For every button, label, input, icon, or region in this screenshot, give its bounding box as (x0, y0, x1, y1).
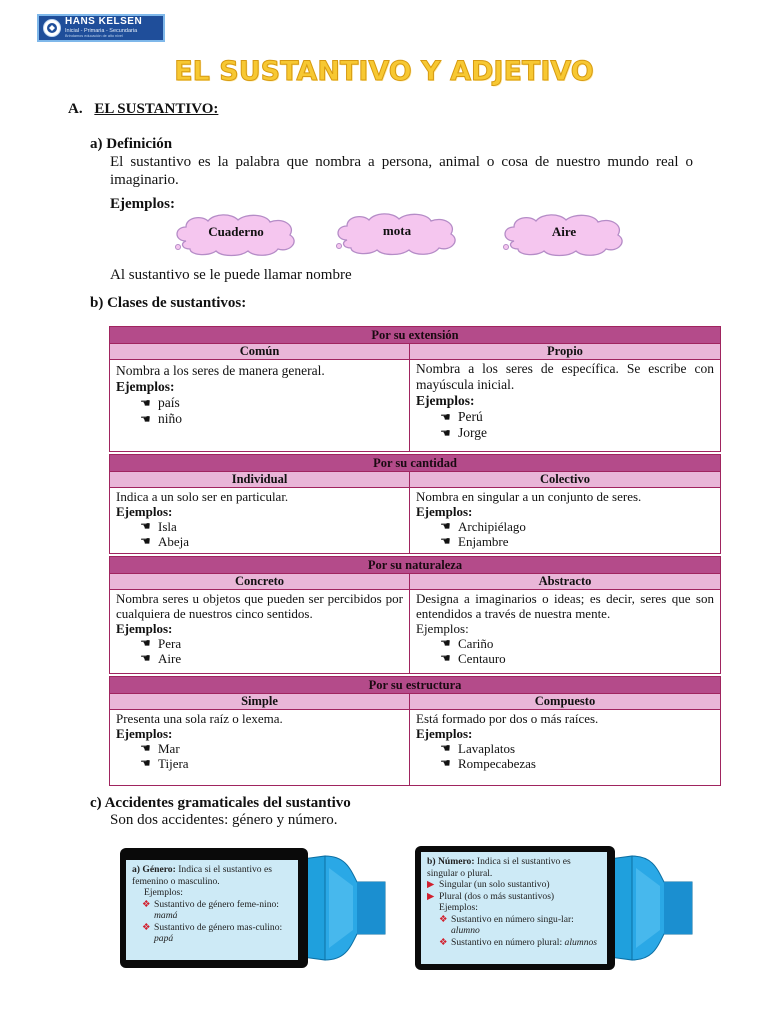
class-description: Nombra a los seres de específica. Se escribe con mayúscula inicial. (416, 361, 714, 392)
class-examples-label: Ejemplos: (416, 621, 469, 636)
numero-text: Indica si el sustantivo es singular o plural. (427, 856, 571, 879)
class-cell (410, 590, 721, 674)
genero-text: Indica si el sustantivo es femenino o (132, 864, 272, 887)
accidents-text: Son dos accidentes: género y número. (110, 812, 338, 828)
list-item (427, 879, 601, 891)
list-item (436, 519, 714, 534)
numero-lead: b) (427, 856, 436, 867)
pointing-hand-icon: ☚ (140, 636, 151, 650)
example-word: Tijera (158, 756, 189, 771)
example-word: Aire (158, 651, 182, 666)
numero-singular: Singular (un solo sustantivo) (439, 879, 550, 890)
section-a-letter: A. (68, 101, 83, 117)
numero-examples-label: Ejemplos: (439, 902, 478, 913)
list-item (436, 756, 714, 771)
examples-label: Ejemplos: (110, 196, 175, 212)
list-item (136, 534, 403, 549)
list-item (427, 891, 601, 903)
genero-masc: masculino (177, 875, 218, 887)
pointing-hand-icon: ☚ (140, 534, 151, 548)
example-word: Mar (158, 741, 180, 756)
class-name: Simple (110, 694, 410, 710)
class-examples-label: Ejemplos: (416, 726, 473, 741)
numero-title: Número: (437, 856, 475, 867)
pointing-hand-icon: ☚ (440, 534, 451, 548)
class-description: Nombra a los seres de manera general. (116, 363, 325, 378)
numero-item-2: Sustantivo en número plural: (451, 936, 565, 948)
class-description: Presenta una sola raíz o lexema. (116, 711, 283, 726)
pointing-hand-icon: ☚ (440, 756, 451, 770)
school-logo (37, 14, 165, 42)
logo-levels: Inicial - Primaria - Secundaria (65, 27, 138, 34)
list-item (436, 409, 714, 425)
class-examples-label: Ejemplos: (116, 379, 175, 394)
genero-end: . (217, 875, 220, 887)
example-word: Isla (158, 519, 177, 534)
list-item (436, 651, 714, 666)
list-item (136, 756, 403, 771)
list-item (427, 914, 601, 937)
genero-item-1-example: mamá (154, 910, 178, 921)
list-item (436, 534, 714, 549)
class-examples-label: Ejemplos: (116, 621, 173, 636)
accidents-heading: c) Accidentes gramaticales del sustantivo (90, 795, 351, 811)
list-item (136, 395, 403, 411)
pointing-hand-icon: ☚ (140, 412, 151, 426)
genero-item-2-example: papá (154, 933, 174, 944)
table-section-title: Por su extensión (110, 327, 721, 344)
example-word: niño (158, 411, 183, 426)
logo-tagline: Brindamos educación de alto nivel (65, 34, 123, 39)
class-description: Está formado por dos o más raíces. (416, 711, 599, 726)
class-examples-label: Ejemplos: (116, 504, 173, 519)
genero-marker-graphic (100, 838, 390, 978)
example-word-2: mota (382, 223, 412, 238)
definition-heading: a) Definición (90, 136, 173, 152)
class-cell (410, 360, 721, 452)
list-item (436, 425, 714, 441)
class-examples-label: Ejemplos: (116, 726, 173, 741)
list-item (132, 899, 292, 922)
genero-item-1: Sustantivo de género feme-nino: (154, 898, 279, 910)
class-name: Concreto (110, 574, 410, 590)
example-word: Perú (458, 409, 483, 424)
numero-item-1-example: alumno (451, 925, 480, 936)
marker-cap-icon (295, 838, 390, 978)
class-name: Propio (410, 344, 721, 360)
pointing-hand-icon: ☚ (140, 396, 151, 410)
triangle-bullet-icon: ▶ (427, 879, 435, 890)
example-word: Rompecabezas (458, 756, 536, 771)
pointing-hand-icon: ☚ (140, 519, 151, 533)
example-word: Pera (158, 636, 182, 651)
diamond-bullet-icon: ❖ (439, 936, 448, 948)
class-name: Compuesto (410, 694, 721, 710)
list-item (136, 636, 403, 651)
example-word-1: Cuaderno (208, 224, 264, 239)
list-item (136, 651, 403, 666)
school-seal-icon (43, 19, 61, 37)
example-word: Abeja (158, 534, 190, 549)
list-item (436, 741, 714, 756)
list-item (136, 411, 403, 427)
pointing-hand-icon: ☚ (440, 410, 451, 424)
genero-item-2: Sustantivo de género mas-culino: (154, 921, 283, 933)
diamond-bullet-icon: ❖ (142, 898, 151, 910)
numero-box (421, 852, 607, 964)
class-cell (110, 488, 410, 554)
numero-item-2-example: alumnos (564, 936, 598, 948)
pointing-hand-icon: ☚ (440, 519, 451, 533)
list-item (436, 636, 714, 651)
page-title: EL SUSTANTIVO Y ADJETIVO (174, 56, 594, 87)
class-cell (410, 488, 721, 554)
example-word: Cariño (458, 636, 494, 651)
definition-note: Al sustantivo se le puede llamar nombre (110, 267, 352, 283)
genero-title: Género: (142, 864, 176, 875)
class-description: Designa a imaginarios o ideas; es decir, seres que son entendidos a través de nuestra mente. (416, 591, 714, 621)
list-item (132, 922, 292, 945)
pointing-hand-icon: ☚ (440, 426, 451, 440)
class-examples-label: Ejemplos: (416, 504, 473, 519)
genero-examples-label: Ejemplos: (144, 887, 183, 898)
example-word: Archipiélago (458, 519, 526, 534)
class-cell (110, 360, 410, 452)
triangle-bullet-icon: ▶ (427, 890, 435, 902)
example-cloud-2 (333, 210, 461, 256)
example-word: Jorge (458, 425, 487, 440)
pointing-hand-icon: ☚ (440, 741, 451, 755)
example-cloud-1 (172, 211, 300, 257)
example-word-3: Aire (551, 224, 577, 239)
class-name: Colectivo (410, 472, 721, 488)
diamond-bullet-icon: ❖ (439, 913, 448, 925)
example-word: Lavaplatos (458, 741, 516, 756)
class-cell (410, 710, 721, 786)
example-cloud-3 (500, 211, 628, 257)
class-cell (110, 590, 410, 674)
class-examples-label: Ejemplos: (416, 393, 475, 408)
class-name: Individual (110, 472, 410, 488)
pointing-hand-icon: ☚ (140, 651, 151, 665)
marker-cap-icon (602, 838, 695, 978)
definition-text: El sustantivo es la palabra que nombra a persona, animal o cosa de nuestro mundo real o imaginario. (110, 154, 693, 188)
class-description: Nombra en singular a un conjunto de seres. (416, 489, 642, 504)
table-section-title: Por su naturaleza (110, 557, 721, 574)
genero-lead: a) (132, 864, 140, 875)
pointing-hand-icon: ☚ (440, 636, 451, 650)
noun-classes-table (109, 326, 721, 786)
class-cell (110, 710, 410, 786)
example-word: Centauro (458, 651, 506, 666)
class-description: Indica a un solo ser en particular. (116, 489, 289, 504)
classes-heading: b) Clases de sustantivos: (90, 295, 247, 311)
example-word: Enjambre (458, 534, 509, 549)
table-section-title: Por su estructura (110, 677, 721, 694)
class-name: Común (110, 344, 410, 360)
section-a-heading (68, 100, 218, 118)
list-item (136, 519, 403, 534)
pointing-hand-icon: ☚ (140, 741, 151, 755)
example-word: país (158, 395, 180, 410)
pointing-hand-icon: ☚ (140, 756, 151, 770)
class-description: Nombra seres u objetos que pueden ser percibidos por cualquiera de nuestros cinco sentidos. (116, 591, 403, 621)
numero-plural: Plural (dos o más sustantivos) (439, 890, 555, 902)
numero-item-1: Sustantivo en número singu-lar: (451, 913, 574, 925)
genero-box (126, 860, 298, 960)
list-item (136, 741, 403, 756)
section-a-title: EL SUSTANTIVO: (94, 101, 219, 117)
diamond-bullet-icon: ❖ (142, 921, 151, 933)
list-item (427, 937, 601, 949)
numero-marker-graphic (405, 838, 695, 978)
class-name: Abstracto (410, 574, 721, 590)
logo-name: HANS KELSEN (65, 15, 143, 27)
pointing-hand-icon: ☚ (440, 651, 451, 665)
table-section-title: Por su cantidad (110, 455, 721, 472)
